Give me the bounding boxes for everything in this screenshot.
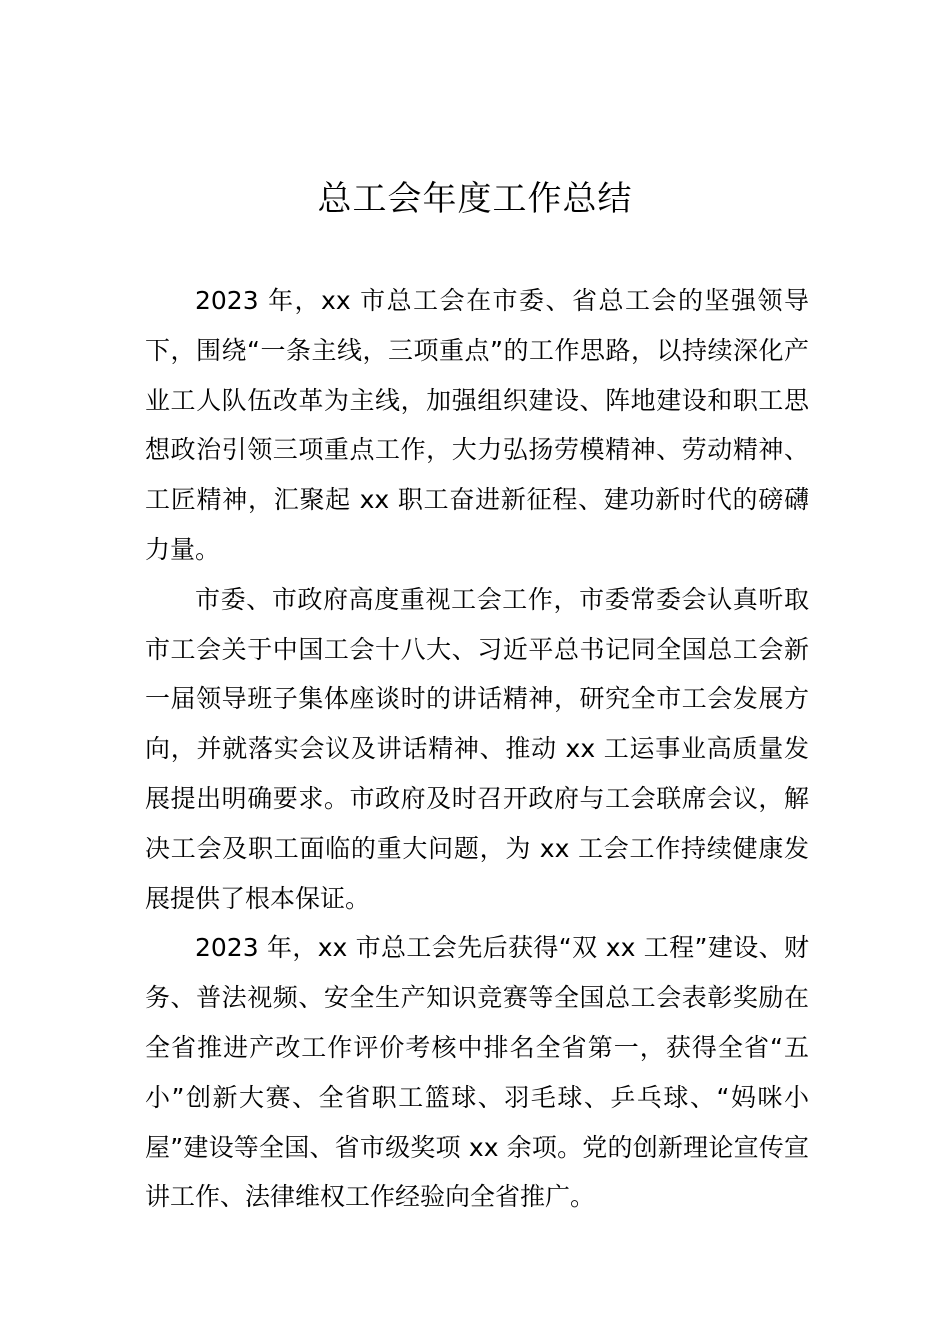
paragraph-3: 2023 年，xx 市总工会先后获得“双 xx 工程”建设、财务、普法视频、安全生产知识竞赛等全国总工会表彰奖励在全省推进产改工作评价考核中排名全省第一，获得全省“五小”创新大赛、全省职工篮球、羽毛球、乒乓球、“妈咪小屋”建设等全国、省市级奖项 xx 余项。党的创新理论宣传宣讲工作、法律维权工作经验向全省推广。 — [145, 933, 809, 1212]
document-body — [145, 276, 809, 1222]
paragraph-1: 2023 年，xx 市总工会在市委、省总工会的坚强领导下，围绕“一条主线，三项重点”的工作思路，以持续深化产业工人队伍改革为主线，加强组织建设、阵地建设和职工思想政治引领三项重点工作，大力弘扬劳模精神、劳动精神、工匠精神，汇聚起 xx 职工奋进新征程、建功新时代的磅礴力量。 — [145, 286, 809, 564]
document-title: 总工会年度工作总结 — [317, 179, 633, 219]
paragraph-2: 市委、市政府高度重视工会工作，市委常委会认真听取市工会关于中国工会十八大、习近平总书记同全国总工会新一届领导班子集体座谈时的讲话精神，研究全市工会发展方向，并就落实会议及讲话精神、推动 xx 工运事业高质量发展提出明确要求。市政府及时召开政府与工会联席会议，解决工会及职工面临的重大问题，为 xx 工会工作持续健康发展提供了根本保证。 — [145, 584, 809, 913]
